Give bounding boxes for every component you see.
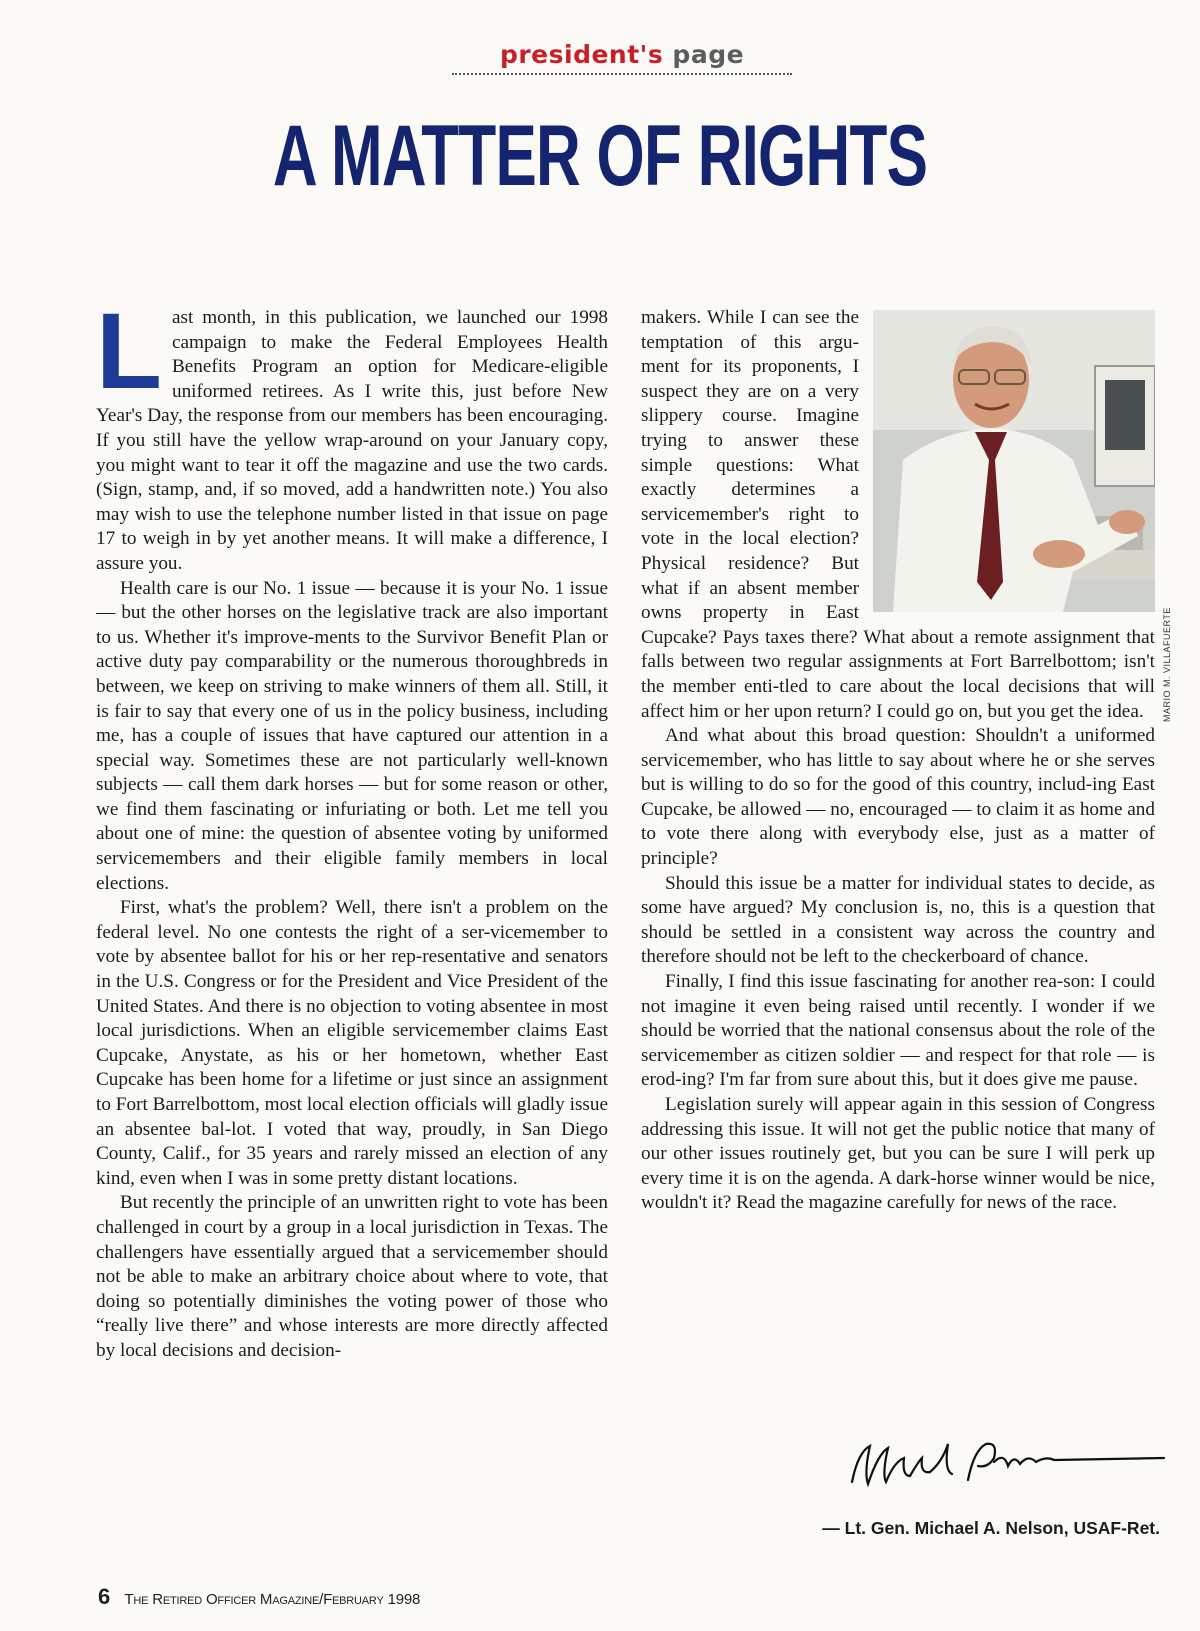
author-byline: — Lt. Gen. Michael A. Nelson, USAF-Ret. — [822, 1518, 1160, 1538]
article-paragraph: Should this issue be a matter for individual states to decide, as some have argued? My conclusion is, no, this is a question that should be settled in a consistent way across the country and therefore should not be left to the checkerboard of chance. — [641, 872, 1155, 968]
portrait-illustration — [873, 310, 1155, 612]
section-word-presidents: president's — [499, 40, 664, 69]
article-paragraph: Last month, in this publication, we launched our 1998 campaign to make the Federal Employees Health Benefits Program an option for Medicare-eligible uniformed retirees. As I write this, just before New Year's Day, the response from our members has been encouraging. If you still have the yellow wrap-around on your January copy, you might want to tear it off the magazine and use the two cards. (Sign, stamp, and, if so moved, add a handwritten note.) You also may wish to use the telephone number listed in that issue on page 17 to weigh in by yet another means. It will make a difference, I assure you. — [96, 290, 608, 574]
article-column-right — [641, 306, 1155, 1216]
publication-name: The Retired Officer Magazine/February 1998 — [124, 1591, 421, 1608]
page-footer — [98, 1584, 420, 1610]
page-title: A MATTER OF RIGHTS — [272, 108, 928, 204]
drop-cap: L — [96, 290, 162, 411]
photo-credit: MARIO M. VILLAFUERTE — [1162, 607, 1172, 722]
article-paragraph: Finally, I find this issue fascinating for another rea-son: I could not imagine it even being raised until recently. I wonder if we should be worried that the national consensus about the role of the servicemember as citizen soldier — and respect for that role — is erod-ing? I'm far from sure about this, but it does give me pause. — [641, 971, 1155, 1091]
article-paragraph: makers. While I can see the temptation of this argu-ment for its proponents, I suspect they are on a very slippery course. Imagine trying to answer these simple questions: What exactly determines a servicemember's right to vote in the local election? Physical residence? But what if an absent member owns property in East Cupcake? Pays taxes there? What about a remote assignment that falls between two regular assignments at Fort Barrelbottom; isn't the member enti-tled to care about the local decisions that will affect him or her upon return? I could go on, but you get the idea. — [641, 307, 1155, 722]
article-column-left — [96, 290, 608, 1364]
section-label — [452, 40, 792, 75]
article-paragraph: But recently the principle of an unwritten right to vote has been challenged in court by a group in a local jurisdiction in Texas. The challengers have essentially argued that a servicemember should not be able to make an arbitrary choice about where to vote, that doing so potentially diminishes the voting power of those who “really live there” and whose interests are more directly affected by local decisions and decision- — [96, 1192, 608, 1361]
article-paragraph: Health care is our No. 1 issue — because it is your No. 1 issue — but the other horses on the legislative track are also important to us. Whether it's improve-ments to the Survivor Benefit Plan or active duty pay comparability or the numerous thoroughbreds in between, we keep on striving to make winners of them all. Still, it is fair to say that every one of us in the policy business, including me, has a couple of issues that have captured our attention in a special way. Sometimes these are not particularly well-known subjects — call them dark horses — but for some reason or other, we find them fascinating or infuriating or both. Let me tell you about one of mine: the question of absentee voting by uniformed servicemembers and their eligible family members in local elections. — [96, 577, 608, 894]
page-number: 6 — [98, 1584, 111, 1609]
article-paragraph: Legislation surely will appear again in this session of Congress addressing this issue. It will not get the public notice that many of our other issues routinely get, but you can be sure I will perk up every time it is on the agenda. A dark-horse winner would be nice, wouldn't it? Read the magazine carefully for news of the race. — [641, 1094, 1155, 1214]
section-word-page: page — [672, 40, 745, 69]
signature — [848, 1432, 1168, 1496]
article-paragraph: And what about this broad question: Shouldn't a uniformed servicemember, who has little to say about where he or she serves but is willing to do so for the good of this country, includ-ing East Cupcake, be allowed — no, encouraged — to claim it as home and to vote there along with everybody else, just as a matter of principle? — [641, 725, 1155, 870]
author-photo — [873, 310, 1155, 612]
article-paragraph: First, what's the problem? Well, there isn't a problem on the federal level. No one contests the right of a ser-vicemember to vote by absentee ballot for his or her rep-resentative and senators in the U.S. Congress or for the President and Vice President of the United States. And there is no objection to voting absentee in most local jurisdictions. When an eligible servicemember claims East Cupcake, Anystate, as his or her hometown, whether East Cupcake has been home for a lifetime or just since an assignment to Fort Barrelbottom, most local election officials will gladly issue an absentee bal-lot. I voted that way, proudly, in San Diego County, Calif., for 35 years and rarely missed an election of any kind, even when I was in some pretty distant locations. — [96, 897, 608, 1189]
